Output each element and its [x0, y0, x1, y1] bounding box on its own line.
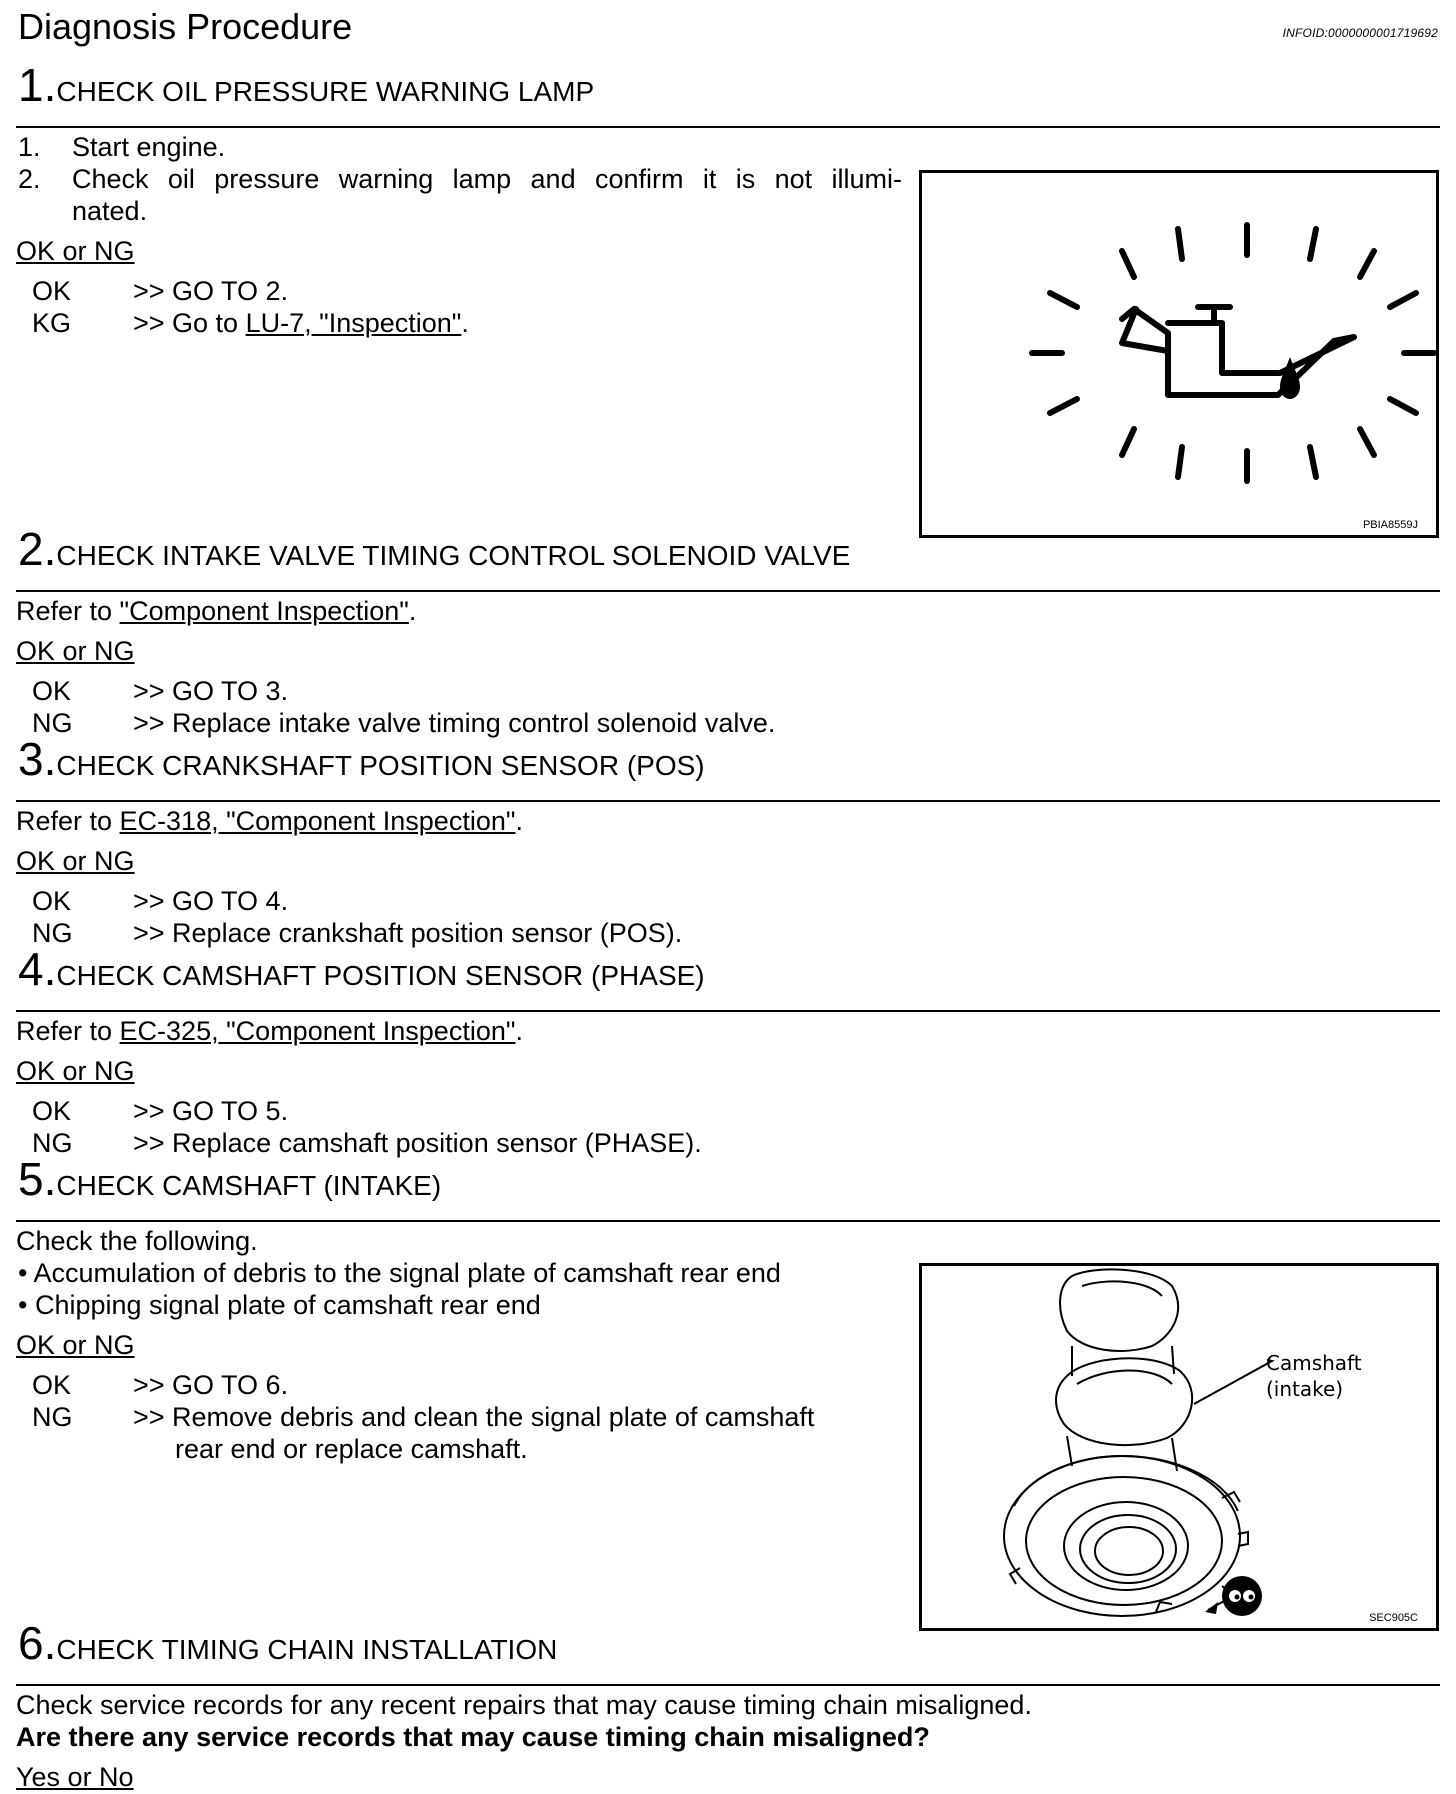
result-action: >> Replace camshaft position sensor (PHASE). [133, 1128, 702, 1158]
ok-ng-heading: OK or NG [16, 1330, 135, 1360]
look-icon [1222, 1576, 1262, 1616]
bullet-item: • Chipping signal plate of camshaft rear end [18, 1290, 541, 1320]
page-title: Diagnosis Procedure [18, 6, 353, 47]
step-number: 5. [18, 1153, 57, 1205]
step-number: 3. [18, 733, 57, 785]
result-action: >> Replace crankshaft position sensor (POS). [133, 918, 683, 948]
result-action: >> GO TO 6. [133, 1370, 289, 1400]
oil-can-icon [922, 173, 1436, 535]
result-label: NG [32, 918, 73, 948]
step-divider [16, 1010, 1440, 1012]
refer-text: Refer to EC-318, "Component Inspection". [16, 806, 523, 836]
link-component-inspection[interactable]: "Component Inspection" [119, 596, 409, 626]
ok-ng-heading: OK or NG [16, 636, 135, 666]
refer-text: Refer to "Component Inspection". [16, 596, 417, 626]
step-6-heading [18, 1617, 558, 1669]
list-item: Start engine. [72, 132, 226, 162]
list-number: 2. [18, 164, 41, 194]
step-title: CHECK INTAKE VALVE TIMING CONTROL SOLENOID VALVE [56, 540, 851, 571]
result-action-continuation: rear end or replace camshaft. [175, 1434, 528, 1464]
step-divider [16, 1684, 1440, 1686]
list-number: 1. [18, 132, 41, 162]
result-label: OK [32, 276, 72, 306]
ok-ng-heading: OK or NG [16, 846, 135, 876]
step-title: CHECK CAMSHAFT POSITION SENSOR (PHASE) [56, 960, 705, 991]
step-2-heading [18, 523, 851, 575]
step-title: CHECK OIL PRESSURE WARNING LAMP [56, 76, 595, 107]
step-1-heading [18, 59, 595, 111]
result-action: >> Replace intake valve timing control solenoid valve. [133, 708, 776, 738]
step-number: 6. [18, 1617, 57, 1669]
result-label: KG [32, 308, 72, 338]
result-action: >> GO TO 5. [133, 1096, 289, 1126]
figure-code: SEC905C [1369, 1612, 1418, 1624]
result-label: NG [32, 1128, 73, 1158]
link-lu7-inspection[interactable]: LU-7, "Inspection" [245, 308, 462, 338]
bullet-item: • Accumulation of debris to the signal plate of camshaft rear end [18, 1258, 781, 1288]
step-number: 1. [18, 59, 57, 111]
link-ec318-component-inspection[interactable]: EC-318, "Component Inspection" [119, 806, 516, 836]
step-divider [16, 590, 1440, 592]
result-action: >> Remove debris and clean the signal plate of camshaft [133, 1402, 815, 1432]
list-item-continuation: nated. [72, 196, 148, 226]
refer-text: Refer to EC-325, "Component Inspection". [16, 1016, 523, 1046]
info-id: INFOID:0000000001719692 [1282, 26, 1438, 40]
result-action: >> GO TO 4. [133, 886, 289, 916]
step-5-heading [18, 1153, 442, 1205]
step-intro: Check the following. [16, 1226, 258, 1256]
result-action: >> GO TO 3. [133, 676, 289, 706]
result-label: NG [32, 708, 73, 738]
oil-pressure-lamp-figure [919, 170, 1439, 538]
camshaft-illustration [922, 1266, 1436, 1628]
result-label: OK [32, 676, 72, 706]
list-item: Check oil pressure warning lamp and confirm it is not illumi- [72, 164, 902, 194]
step-question: Are there any service records that may cause timing chain misaligned? [16, 1722, 930, 1752]
step-text: Check service records for any recent repairs that may cause timing chain misaligned. [16, 1690, 1032, 1720]
step-4-heading [18, 943, 705, 995]
step-title: CHECK CRANKSHAFT POSITION SENSOR (POS) [56, 750, 705, 781]
result-label: OK [32, 1370, 72, 1400]
ok-ng-heading: OK or NG [16, 236, 135, 266]
step-number: 4. [18, 943, 57, 995]
figure-code: PBIA8559J [1362, 519, 1418, 531]
step-divider [16, 800, 1440, 802]
step-number: 2. [18, 523, 57, 575]
link-ec325-component-inspection[interactable]: EC-325, "Component Inspection" [119, 1016, 516, 1046]
step-title: CHECK TIMING CHAIN INSTALLATION [56, 1634, 558, 1665]
yes-no-heading: Yes or No [16, 1762, 134, 1792]
step-title: CHECK CAMSHAFT (INTAKE) [56, 1170, 442, 1201]
step-divider [16, 126, 1440, 128]
result-label: OK [32, 1096, 72, 1126]
result-label: NG [32, 1402, 73, 1432]
step-divider [16, 1220, 1440, 1222]
camshaft-figure [919, 1263, 1439, 1631]
result-action: >> GO TO 2. [133, 276, 289, 306]
camshaft-label: Camshaft (intake) [1266, 1351, 1362, 1401]
result-label: OK [32, 886, 72, 916]
ok-ng-heading: OK or NG [16, 1056, 135, 1086]
step-3-heading [18, 733, 705, 785]
result-action: >> Go to LU-7, "Inspection". [133, 308, 469, 338]
